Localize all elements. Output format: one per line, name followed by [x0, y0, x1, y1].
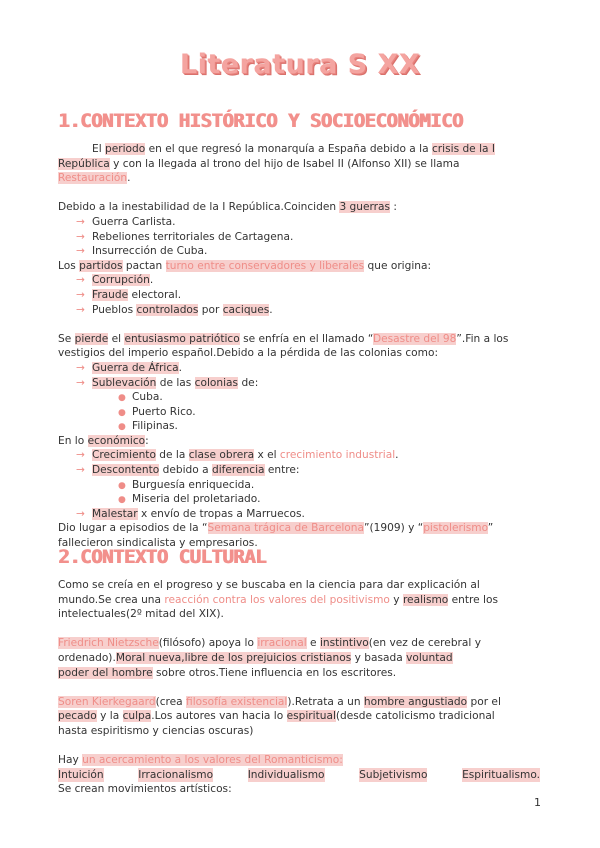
- section-cultural-body: [58, 578, 540, 797]
- section-heading-cultural: 2.CONTEXTO CULTURAL: [58, 546, 266, 568]
- arrow-icon: →: [76, 215, 85, 228]
- paragraph-romanticismo: Hay un acercamiento a los valores del Romanticismo:: [58, 754, 343, 767]
- paragraph-episodios-line-2: fallecieron sindicalista y empresarios.: [58, 537, 258, 550]
- arrow-icon: →: [76, 230, 85, 243]
- list-item-colonial: → Sublevación de las colonias de:: [76, 376, 259, 389]
- paragraph-nietzsche-line-2: ordenado).Moral nueva,libre de los prejuicios cristianos y basada voluntad: [58, 651, 453, 664]
- paragraph-kierkegaard-line-3: hasta espiritismo y ciencias oscuras): [58, 724, 254, 737]
- arrow-icon: →: [76, 288, 85, 301]
- highlight-3-guerras: 3 guerras: [339, 201, 391, 214]
- value-item: Irracionalismo: [138, 768, 214, 781]
- list-item-colony: ● Cuba.: [58, 390, 540, 405]
- value-item: Individualismo: [247, 768, 325, 781]
- list-item-difference: ● Burguesía enriquecida.: [58, 478, 540, 493]
- highlight-restauracion: Restauración: [58, 172, 128, 185]
- value-item: Subjetivismo: [359, 768, 428, 781]
- list-item-colony: ● Filipinas.: [58, 419, 540, 434]
- arrow-icon: →: [76, 507, 85, 520]
- paragraph-restauracion-line-2: República y con la llegada al trono del hijo de Isabel II (Alfonso XII) se llama: [58, 157, 460, 170]
- paragraph-inestabilidad: Debido a la inestabilidad de la I República.Coinciden 3 guerras :: [58, 201, 397, 214]
- highlight-crisis: crisis de la I: [431, 143, 495, 155]
- section-historical-body: [58, 142, 540, 551]
- list-item-difference: ● Miseria del proletariado.: [58, 492, 540, 507]
- paragraph-nietzsche-line-1: Friedrich Nietzsche(filósofo) apoya lo irracional e instintivo(en vez de cerebral y: [58, 637, 481, 650]
- arrow-icon: →: [76, 449, 85, 462]
- highlight-desastre-98: Desastre del 98: [372, 332, 457, 345]
- highlight-turno: turno entre conservadores y liberales: [165, 259, 365, 272]
- bullet-icon: ●: [118, 480, 126, 491]
- list-item-colonial: → Guerra de África.: [76, 361, 183, 374]
- paragraph-economico: En lo económico:: [58, 434, 149, 447]
- arrow-icon: →: [76, 245, 85, 258]
- arrow-icon: →: [76, 274, 85, 287]
- list-item-colony: ● Puerto Rico.: [58, 405, 540, 420]
- page-title: Literatura S XX: [179, 49, 421, 80]
- values-row: [58, 768, 540, 783]
- list-item-economic: → Crecimiento de la clase obrera x el crecimiento industrial.: [76, 449, 399, 462]
- list-item-economic: → Malestar x envío de tropas a Marruecos.: [76, 507, 305, 520]
- list-item-consequence: → Corrupción.: [76, 274, 154, 287]
- list-item-war: → Rebeliones territoriales de Cartagena.: [76, 230, 294, 243]
- list-item-consequence: → Pueblos controlados por caciques.: [76, 303, 273, 316]
- paragraph-kierkegaard-line-2: pecado y la culpa.Los autores van hacia lo espiritual(desde catolicismo tradicional: [58, 710, 495, 723]
- bullet-icon: ●: [118, 393, 126, 404]
- arrow-icon: →: [76, 361, 85, 374]
- paragraph-kierkegaard-line-1: Soren Kierkegaard(crea filosofía existencial).Retrata a un hombre angustiado por el: [58, 695, 501, 708]
- bullet-icon: ●: [118, 422, 126, 433]
- value-item: Intuición: [58, 768, 104, 781]
- bullet-icon: ●: [118, 495, 126, 506]
- paragraph-progreso-line-1: Como se creía en el progreso y se buscaba en la ciencia para dar explicación al: [58, 579, 480, 591]
- paragraph-movimientos: Se crean movimientos artísticos:: [58, 783, 232, 796]
- section-heading-historical: 1.CONTEXTO HISTÓRICO Y SOCIOECONÓMICO: [58, 110, 463, 132]
- paragraph-restauracion-line-3: Restauración.: [58, 172, 131, 185]
- paragraph-nietzsche-line-3: poder del hombre sobre otros.Tiene influencia en los escritores.: [58, 666, 397, 679]
- list-item-economic: → Descontento debido a diferencia entre:: [76, 464, 300, 477]
- paragraph-desastre-line-1: Se pierde el entusiasmo patriótico se enfría en el llamado “Desastre del 98”.Fin a los: [58, 332, 509, 345]
- paragraph-episodios-line-1: Dio lugar a episodios de la “Semana trágica de Barcelona”(1909) y “pistolerismo”: [58, 522, 494, 535]
- paragraph-partidos: Los partidos pactan turno entre conservadores y liberales que origina:: [58, 259, 432, 272]
- list-item-war: → Insurrección de Cuba.: [76, 245, 208, 258]
- paragraph-restauracion-line-1: El periodo en el que regresó la monarquía a España debido a la crisis de la I: [92, 143, 495, 155]
- list-item-consequence: → Fraude electoral.: [76, 288, 182, 301]
- highlight-periodo: periodo: [105, 143, 146, 155]
- arrow-icon: →: [76, 464, 85, 477]
- value-item: Espiritualismo.: [462, 768, 540, 781]
- arrow-icon: →: [76, 376, 85, 389]
- highlight-partidos: partidos: [79, 259, 123, 272]
- paragraph-desastre-line-2: vestigios del imperio español.Debido a la pérdida de las colonias como:: [58, 347, 439, 360]
- page-number: 1: [534, 796, 541, 809]
- arrow-icon: →: [76, 303, 85, 316]
- bullet-icon: ●: [118, 407, 126, 418]
- highlight-republica: República: [58, 157, 110, 170]
- list-item-war: → Guerra Carlista.: [76, 215, 176, 228]
- paragraph-progreso-line-3: intelectuales(2º mitad del XIX).: [58, 608, 224, 621]
- paragraph-progreso-line-2: mundo.Se crea una reacción contra los valores del positivismo y realismo entre los: [58, 593, 498, 606]
